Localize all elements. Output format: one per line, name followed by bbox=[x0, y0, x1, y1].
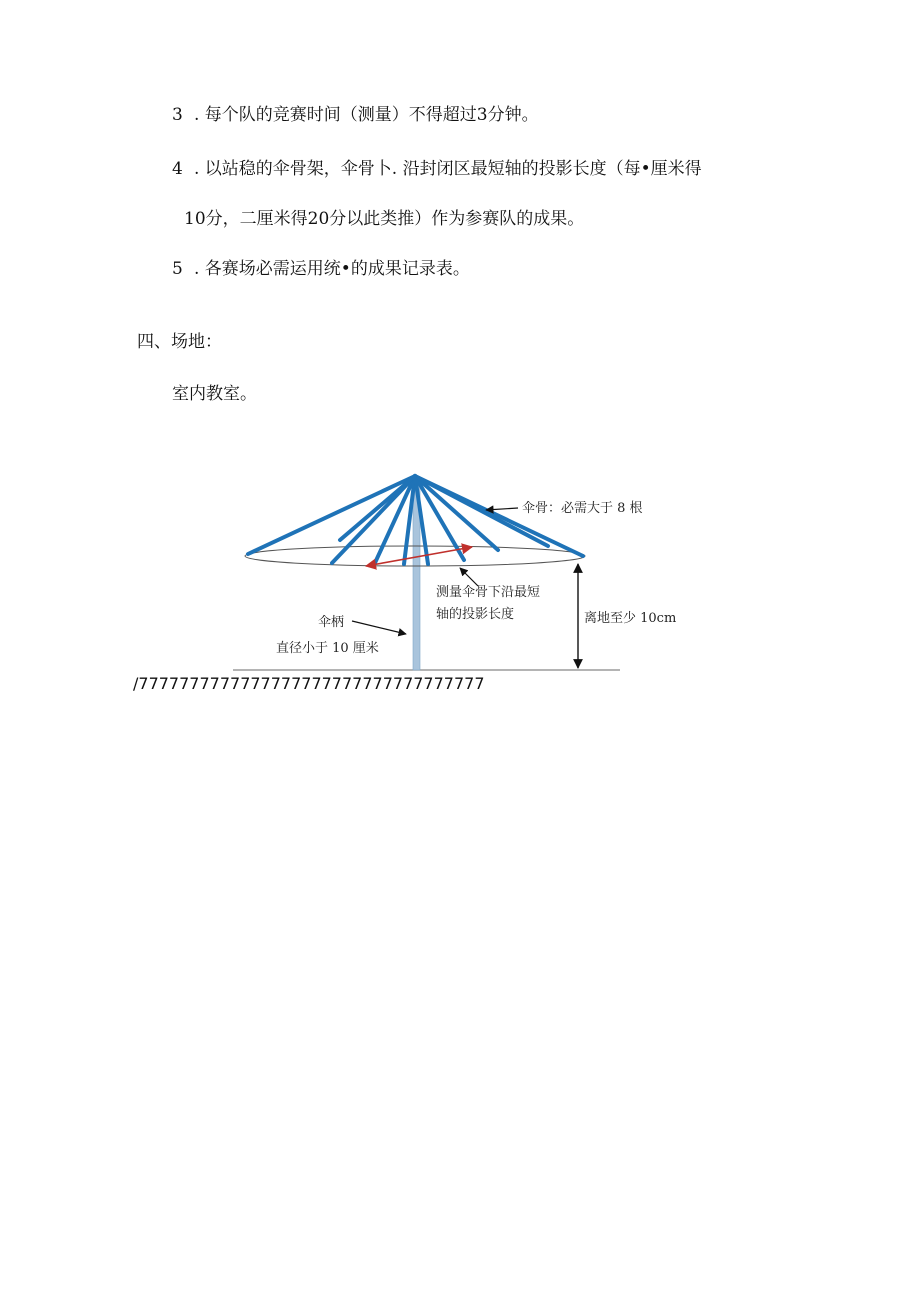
rib bbox=[248, 476, 415, 554]
ground-hatch-marks: /7777777777777777777777777777777777 bbox=[133, 674, 485, 693]
rule-4-continuation: 10分，二厘米得20分以此类推）作为参赛队的成果。 bbox=[184, 209, 585, 229]
measure-pointer-arrow bbox=[460, 568, 478, 586]
rule-5-number: 5 bbox=[172, 259, 183, 279]
umbrella-diagram bbox=[228, 468, 698, 678]
handle-label-line1: 伞柄 bbox=[318, 615, 345, 630]
section-heading: 四、场地： bbox=[137, 332, 222, 352]
rule-3 bbox=[172, 104, 539, 126]
rib-pointer-arrow bbox=[486, 508, 518, 510]
rule-3-text: . 每个队的竞赛时间（测量）不得超过3分钟。 bbox=[194, 105, 539, 125]
measure-label-line1: 测量伞骨下沿最短 bbox=[436, 585, 541, 600]
rule-5-text: . 各赛场必需运用统•的成果记录表。 bbox=[194, 259, 470, 279]
measure-label-line2: 轴的投影长度 bbox=[436, 607, 515, 622]
rule-4 bbox=[172, 158, 702, 180]
rib bbox=[340, 476, 415, 540]
height-label: 离地至少 10cm bbox=[584, 611, 677, 626]
rib-label: 伞骨：必需大于 8 根 bbox=[522, 501, 643, 516]
rule-3-number: 3 bbox=[172, 105, 183, 125]
rule-4-number: 4 bbox=[172, 159, 183, 179]
rule-5 bbox=[172, 258, 470, 280]
handle-label-line2: 直径小于 10 厘米 bbox=[276, 641, 379, 656]
rule-4-text: . 以站稳的伞骨架，伞骨卜. 沿封闭区最短轴的投影长度（每•厘米得 bbox=[194, 159, 702, 179]
handle-pointer-arrow bbox=[352, 621, 406, 634]
section-body: 室内教室。 bbox=[172, 384, 257, 404]
